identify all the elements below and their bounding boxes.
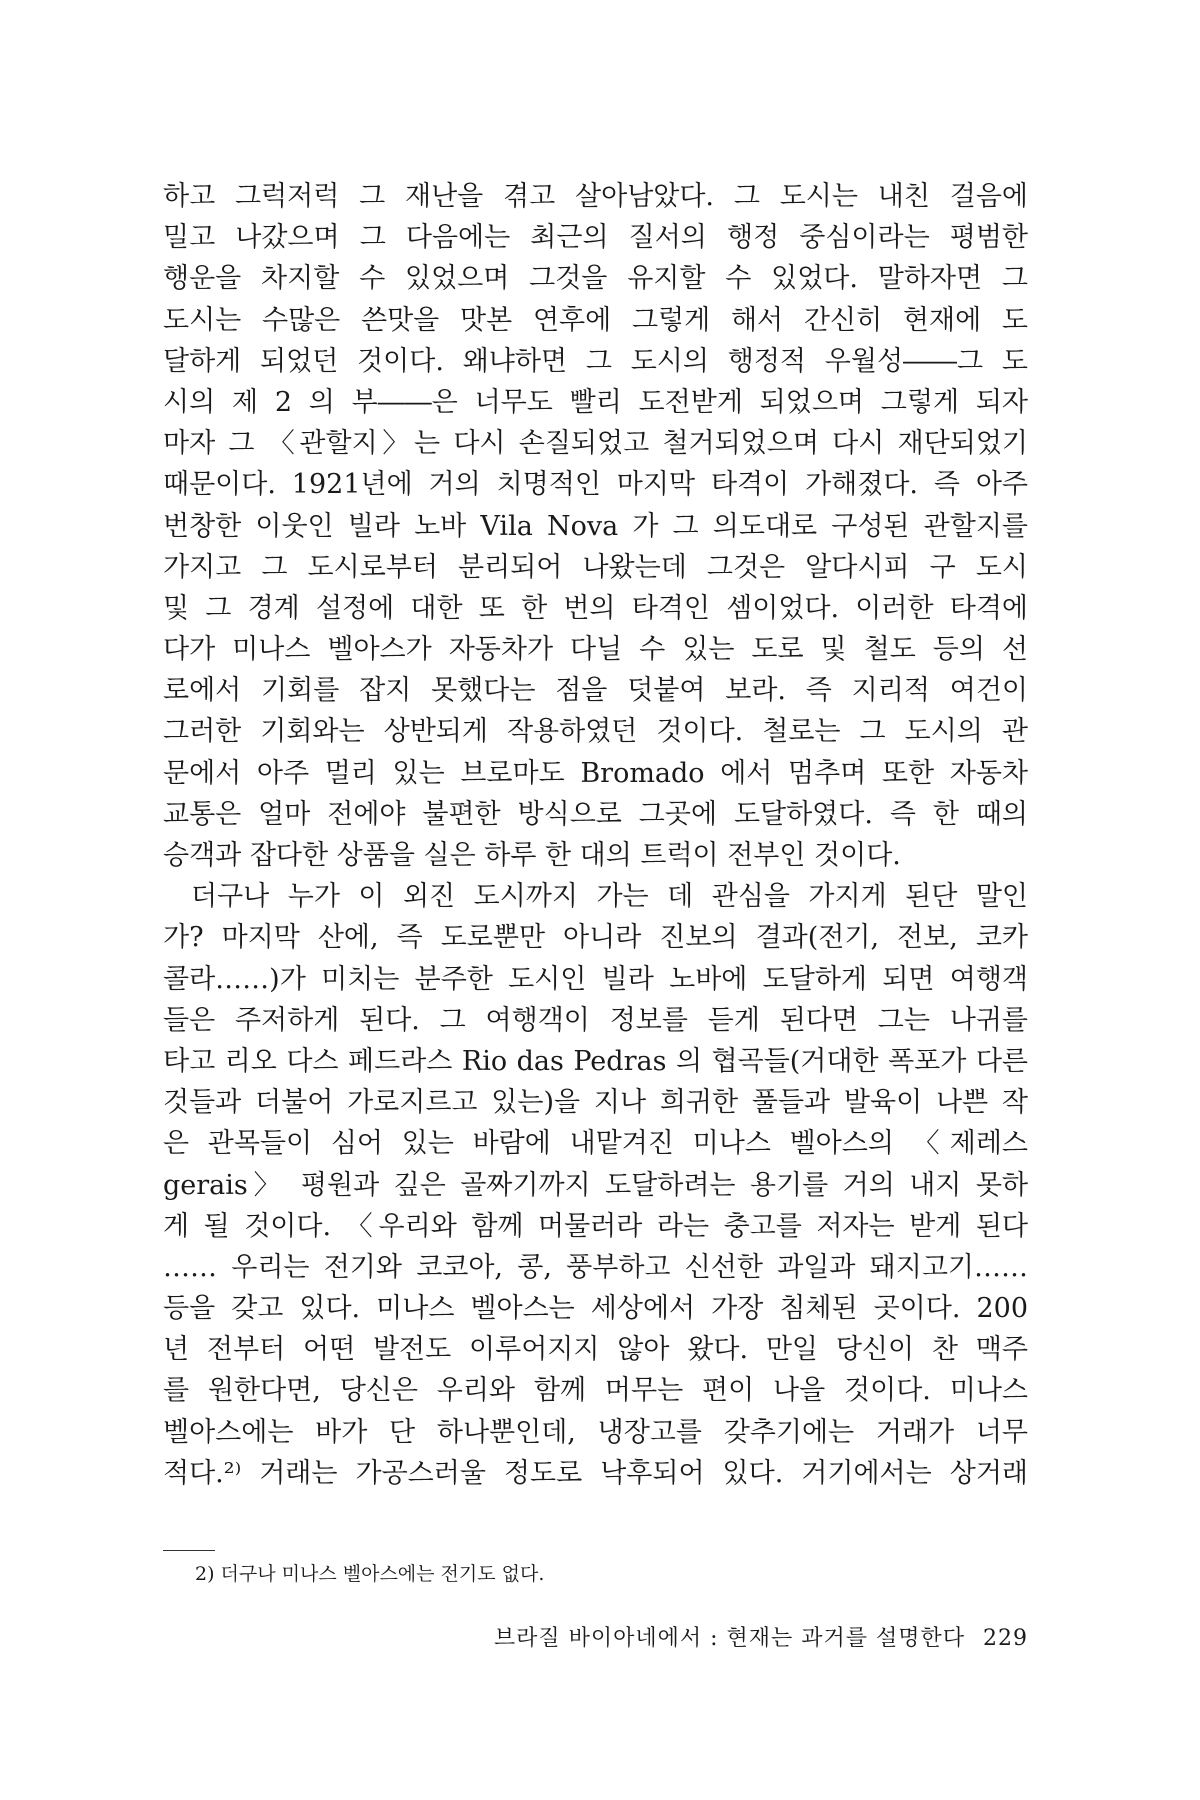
text-line: 달하게 되었던 것이다. 왜냐하면 그 도시의 행정적 우월성――그 도 [163, 345, 1028, 377]
footnote: 2) 더구나 미나스 벨아스에는 전기도 없다. [195, 1563, 545, 1585]
text-line: 년 전부터 어떤 발전도 이루어지지 않아 왔다. 만일 당신이 찬 맥주 [163, 1334, 1028, 1366]
text-line: 마자 그 〈관할지〉는 다시 손질되었고 철거되었으며 다시 재단되었기 [163, 428, 1028, 460]
text-line: 들은 주저하게 된다. 그 여행객이 정보를 듣게 된다면 그는 나귀를 [163, 1004, 1028, 1036]
text-line: 콜라……)가 미치는 분주한 도시인 빌라 노바에 도달하게 되면 여행객 [163, 963, 1028, 995]
text-line: 타고 리오 다스 페드라스 Rio das Pedras 의 협곡들(거대한 폭포가 다른 [163, 1045, 1028, 1077]
text-line: …… 우리는 전기와 코코아, 콩, 풍부하고 신선한 과일과 돼지고기…… [163, 1251, 1028, 1283]
text-line: 등을 갖고 있다. 미나스 벨아스는 세상에서 가장 침체된 곳이다. 200 [163, 1293, 1028, 1325]
text-line: 를 원한다면, 당신은 우리와 함께 머무는 편이 나을 것이다. 미나스 [163, 1375, 1028, 1407]
text-line: 벨아스에는 바가 단 하나뿐인데, 냉장고를 갖추기에는 거래가 너무 [163, 1416, 1028, 1448]
footnote-divider [163, 1550, 215, 1551]
text-line: 승객과 잡다한 상품을 실은 하루 한 대의 트럭이 전부인 것이다. [163, 840, 901, 871]
text-line: 문에서 아주 멀리 있는 브로마도 Bromado 에서 멈추며 또한 자동차 [163, 757, 1028, 789]
text-line: 게 될 것이다. 〈우리와 함께 머물러라 라는 충고를 저자는 받게 된다 [163, 1210, 1028, 1242]
running-title: 브라질 바이아네에서 : 현재는 과거를 설명한다 [493, 1626, 965, 1651]
text-line: 하고 그럭저럭 그 재난을 겪고 살아남았다. 그 도시는 내친 걸음에 [163, 181, 1028, 212]
text-line: 것들과 더불어 가로지르고 있는)을 지나 희귀한 풀들과 발육이 나쁜 작 [163, 1087, 1028, 1119]
text-line: 및 그 경계 설정에 대한 또 한 번의 타격인 셈이었다. 이러한 타격에 [163, 592, 1028, 624]
text-line: 그러한 기회와는 상반되게 작용하였던 것이다. 철로는 그 도시의 관 [163, 716, 1028, 748]
text-line: 도시는 수많은 쓴맛을 맛본 연후에 그렇게 해서 간신히 현재에 도 [163, 304, 1028, 336]
running-footer [440, 1624, 1028, 1654]
text-line: 밀고 나갔으며 그 다음에는 최근의 질서의 행정 중심이라는 평범한 [163, 222, 1028, 254]
body-text [163, 176, 1028, 1494]
text-line: 은 관목들이 심어 있는 바람에 내맡겨진 미나스 벨아스의 〈제레스 [163, 1128, 1028, 1160]
text-line: 다가 미나스 벨아스가 자동차가 다닐 수 있는 도로 및 철도 등의 선 [163, 634, 1028, 666]
text-line: 행운을 차지할 수 있었으며 그것을 유지할 수 있었다. 말하자면 그 [163, 263, 1028, 295]
page-number: 229 [983, 1626, 1028, 1651]
text-line: 때문이다. 1921년에 거의 치명적인 마지막 타격이 가해졌다. 즉 아주 [163, 469, 1028, 501]
text-line: 가지고 그 도시로부터 분리되어 나왔는데 그것은 알다시피 구 도시 [163, 551, 1028, 583]
text-line: 더구나 누가 이 외진 도시까지 가는 데 관심을 가지게 된단 말인 [191, 881, 1028, 913]
text-line: 로에서 기회를 잡지 못했다는 점을 덧붙여 보라. 즉 지리적 여건이 [163, 675, 1028, 707]
text-line: gerais〉 평원과 깊은 골짜기까지 도달하려는 용기를 거의 내지 못하 [163, 1169, 1028, 1201]
text-line: 가? 마지막 산에, 즉 도로뿐만 아니라 진보의 결과(전기, 전보, 코카 [163, 922, 1028, 954]
text-line: 시의 제 2 의 부――은 너무도 빨리 도전받게 되었으며 그렇게 되자 [163, 386, 1028, 418]
text-line: 번창한 이웃인 빌라 노바 Vila Nova 가 그 의도대로 구성된 관할지를 [163, 510, 1028, 542]
text-line: 교통은 얼마 전에야 불편한 방식으로 그곳에 도달하였다. 즉 한 때의 [163, 798, 1028, 830]
text-line: 적다.²⁾ 거래는 가공스러울 정도로 낙후되어 있다. 거기에서는 상거래 [163, 1457, 1028, 1489]
